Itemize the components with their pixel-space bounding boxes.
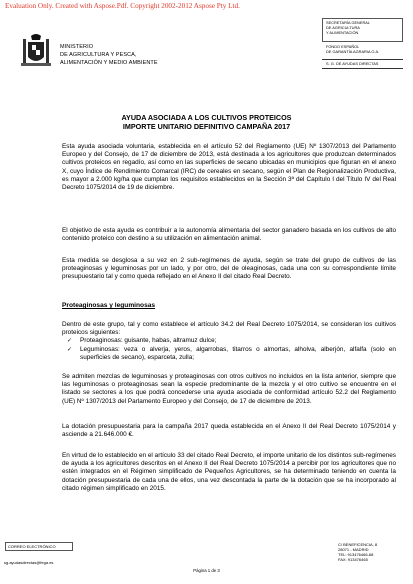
document-subtitle: IMPORTE UNITARIO DEFINITIVO CAMPAÑA 2017 bbox=[122, 122, 291, 131]
document-title: AYUDA ASOCIADA A LOS CULTIVOS PROTEICOS bbox=[121, 113, 292, 122]
fega-line: DE GARANTÍA AGRARIA O.A. bbox=[326, 49, 380, 54]
postal-address bbox=[338, 542, 377, 562]
address-line: FAX: 913476465 bbox=[338, 557, 368, 562]
checkmark-icon: ✓ bbox=[67, 345, 73, 353]
paragraph-crops bbox=[62, 321, 396, 362]
address-line: 28071 - MADRID bbox=[338, 547, 369, 552]
contact-label-box: CORREO ELECTRÓNICO bbox=[5, 542, 73, 551]
fega-name bbox=[326, 44, 379, 54]
list-item-text: Leguminosas: veza o alverja, yeros, algarrobas, titarros o almortas, alholva, alberjón, alfalfa (solo en superficies de secano), esparceta, zulla; bbox=[80, 345, 396, 361]
contact-email: sg.ayudasdirectas@fega.es bbox=[4, 560, 54, 565]
section-heading: Proteaginosas y leguminosas bbox=[62, 302, 156, 309]
paragraph-subregimes: Esta medida se desglosa a su vez en 2 sub-regímenes de ayuda, según se trate del grupo de cultivos de las proteaginosas y leguminosas por un lado, y por otro, del de oleaginosas, cada una con su correspondiente límite presupuestario tal y como queda reflejado en el Anexo II del citado Real Decreto. bbox=[62, 257, 396, 281]
divider bbox=[322, 68, 403, 69]
checkmark-icon: ✓ bbox=[67, 337, 73, 345]
divider bbox=[322, 59, 403, 60]
paragraph-budget: La dotación presupuestaria para la campaña 2017 queda establecida en el Anexo II del Real Decreto 1075/2014 y asciende a 21.646.000 €. bbox=[62, 423, 396, 439]
list-item bbox=[62, 346, 396, 362]
paragraph-objective: El objetivo de esta ayuda es contribuir a la autonomía alimentaria del sector ganadero basada en los cultivos de alto contenido proteico con destino a su utilización en alimentación animal. bbox=[62, 227, 396, 243]
crops-intro: Dentro de este grupo, tal y como establece el artículo 34.2 del Real Decreto 1075/2014, se consideran los cultivos proteicos siguientes: bbox=[62, 321, 396, 337]
sg-ayudas-directas: S. G. DE AYUDAS DIRECTAS bbox=[326, 61, 379, 66]
secretaria-line: SECRETARÍA GENERAL bbox=[326, 20, 371, 25]
page-number: Página 1 de 3 bbox=[193, 568, 220, 573]
paragraph-mixtures: Se admiten mezclas de leguminosas y proteaginosas con otros cultivos no incluidos en la lista anterior, siempre que las leguminosas o proteaginosas sean la especie predominante de la mezcla y el otro cultivo se encuentre en el listado se sectores a los que podrá concederse una ayuda asociada de conformidad artículo 52.2 del Reglamento (UE) Nº 1307/2013 del Parlamento Europeo y del Consejo, de 17 de diciembre de 2013. bbox=[62, 373, 396, 405]
coat-of-arms-logo bbox=[20, 33, 52, 71]
paragraph-intro: Esta ayuda asociada voluntaria, establecida en el artículo 52 del Reglamento (UE) Nº 1307/2013 del Parlamento Europeo y del Consejo, de 17 de diciembre de 2013, está destinada a los agricultores que produzcan determinados cultivos proteicos en regadío, así como en las superficies de secano ubicadas en municipios que figuran en el anexo X, cuyo Índice de Rendimiento Comarcal (IRC) de cereales en secano, según el Plan de Regionalización Productiva, es mayor a 2.000 kg/ha que cumplan los requisitos establecidos en la Sección 3ª del Capítulo I del Título IV del Real Decreto 1075/2014 de 19 de diciembre. bbox=[62, 143, 396, 192]
ministry-line: DE AGRICULTURA Y PESCA, bbox=[60, 52, 137, 58]
list-item-text: Proteaginosas: guisante, habas, altramuz dulce; bbox=[80, 337, 217, 345]
paragraph-unit-amount: En virtud de lo establecido en el artículo 33 del citado Real Decreto, el importe unitario de los distintos sub-regímenes de ayuda a los agricultores descritos en el Anexo II del Real Decreto 1075/2014 a percibir por los agricultores que no estén integrados en el Régimen simplificado de Pequeños Agricultores, se ha determinado teniendo en cuenta la dotación presupuestaria de cada una de ellos, una vez descontada la parte de la dotación que se ha incorporado al citado régimen simplificado en 2015. bbox=[62, 452, 396, 492]
fega-line: FONDO ESPAÑOL bbox=[326, 44, 360, 49]
address-line: C/ BENEFICENCIA, 8 bbox=[338, 542, 378, 547]
secretaria-box bbox=[322, 18, 403, 42]
ministry-name bbox=[60, 43, 158, 67]
address-line: TEL: 913476466-68 bbox=[338, 552, 374, 557]
list-item bbox=[62, 337, 396, 345]
ministry-line: ALIMENTACIÓN Y MEDIO AMBIENTE bbox=[60, 60, 158, 66]
secretaria-line: DE AGRICULTURA bbox=[326, 25, 360, 30]
ministry-line: MINISTERIO bbox=[60, 44, 94, 50]
crops-list bbox=[62, 337, 396, 362]
secretaria-line: Y ALIMENTACIÓN bbox=[326, 30, 359, 35]
evaluation-watermark: Evaluation Only. Created with Aspose.Pdf. Copyright 2002-2012 Aspose Pty Ltd. bbox=[5, 2, 240, 10]
